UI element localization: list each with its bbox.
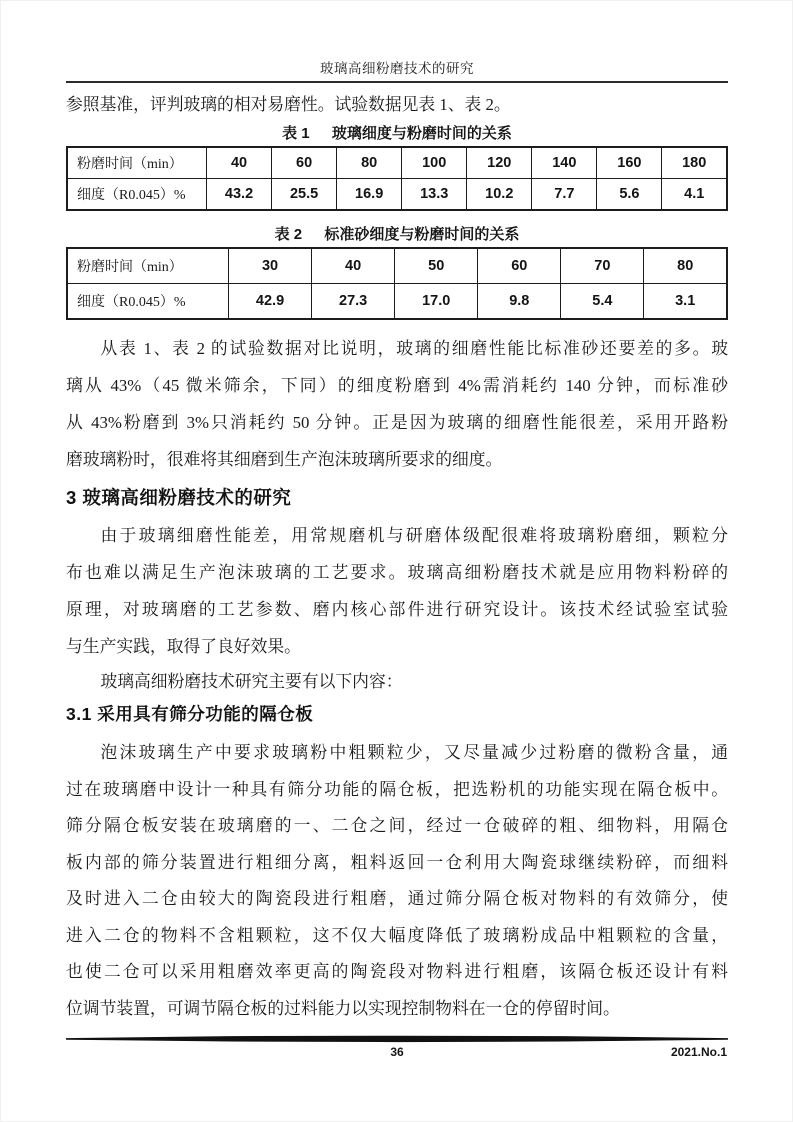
value-cell: 4.1 bbox=[662, 179, 727, 211]
paragraph-comparison bbox=[66, 330, 728, 478]
value-cell: 42.9 bbox=[229, 284, 312, 320]
row-label-cell: 细度（R0.045）% bbox=[67, 284, 229, 320]
section-heading-3: 3 玻璃高细粉磨技术的研究 bbox=[66, 487, 292, 508]
paragraph-line: 参照基准，评判玻璃的相对易磨性。试验数据见表 1、表 2。 bbox=[66, 95, 511, 114]
value-cell: 100 bbox=[402, 147, 467, 179]
paragraph-line: 磨玻璃粉时，很难将其细磨到生产泡沫玻璃所要求的细度。 bbox=[66, 450, 503, 469]
footer-rule bbox=[66, 1035, 728, 1043]
value-cell: 80 bbox=[337, 147, 402, 179]
value-cell: 43.2 bbox=[207, 179, 272, 211]
value-cell: 9.8 bbox=[478, 284, 561, 320]
table-2-caption-label: 表 2 bbox=[274, 226, 303, 243]
row-label-cell: 细度（R0.045）% bbox=[67, 179, 207, 211]
paragraph-line: 泡沫玻璃生产中要求玻璃粉中粗颗粒少，又尽量减少过粉磨的微粉含量，通 bbox=[100, 743, 728, 762]
value-cell: 60 bbox=[272, 147, 337, 179]
table-row bbox=[67, 147, 727, 179]
table-1-body bbox=[67, 147, 727, 210]
paragraph-partition-board bbox=[66, 735, 728, 1027]
page-number: 36 bbox=[390, 1045, 404, 1059]
page-footer bbox=[66, 1035, 728, 1060]
row-label-cell: 粉磨时间（min） bbox=[67, 248, 229, 284]
paragraph-line: 位调节装置，可调节隔仓板的过料能力以实现控制物料在一仓的停留时间。 bbox=[66, 998, 620, 1018]
value-cell: 17.0 bbox=[395, 284, 478, 320]
value-cell: 180 bbox=[662, 147, 727, 179]
paragraph-line: 也使二仓可以采用粗磨效率更高的陶瓷段对物料进行粗磨，该隔仓板还设计有料 bbox=[66, 962, 728, 981]
issue-label: 2021.No.1 bbox=[670, 1045, 727, 1059]
paragraph-line: 由于玻璃细磨性能差，用常规磨机与研磨体级配很难将玻璃粉磨细，颗粒分 bbox=[100, 526, 728, 545]
table-row bbox=[67, 248, 727, 284]
paragraph-line: 从表 1、表 2 的试验数据对比说明，玻璃的细磨性能比标准砂还要差的多。玻 bbox=[100, 339, 728, 358]
table-1-caption-label: 表 1 bbox=[282, 125, 310, 142]
value-cell: 27.3 bbox=[312, 284, 395, 320]
paragraph-line: 板内部的筛分装置进行粗细分离，粗料返回一仓利用大陶瓷球继续粉碎，而细料 bbox=[66, 852, 728, 872]
table-1 bbox=[66, 146, 728, 211]
value-cell: 30 bbox=[229, 248, 312, 284]
value-cell: 7.7 bbox=[532, 179, 597, 211]
header-rule bbox=[66, 81, 728, 83]
paragraph-line: 从 43%粉磨到 3%只消耗约 50 分钟。正是因为玻璃的细磨性能很差，采用开路粉 bbox=[66, 413, 728, 432]
paragraph-intro bbox=[66, 91, 728, 119]
value-cell: 140 bbox=[532, 147, 597, 179]
paragraph-line: 布也难以满足生产泡沫玻璃的工艺要求。玻璃高细粉磨技术就是应用物料粉碎的 bbox=[66, 563, 728, 582]
paragraph-contents-intro bbox=[66, 665, 728, 699]
table-2-caption-text: 标准砂细度与粉磨时间的关系 bbox=[324, 226, 520, 243]
paragraph-overview bbox=[66, 517, 728, 665]
value-cell: 50 bbox=[395, 248, 478, 284]
paragraph-line: 原理，对玻璃磨的工艺参数、磨内核心部件进行研究设计。该技术经试验室试验 bbox=[66, 600, 728, 619]
paragraph-line: 玻璃高细粉磨技术研究主要有以下内容： bbox=[100, 672, 403, 691]
value-cell: 40 bbox=[207, 147, 272, 179]
table-row bbox=[67, 284, 727, 320]
paragraph-line: 进入二仓的物料不含粗颗粒，这不仅大幅度降低了玻璃粉成品中粗颗粒的含量， bbox=[66, 925, 728, 945]
table-1-caption-text: 玻璃细度与粉磨时间的关系 bbox=[331, 125, 512, 142]
value-cell: 25.5 bbox=[272, 179, 337, 211]
value-cell: 16.9 bbox=[337, 179, 402, 211]
table-1-caption bbox=[66, 124, 728, 143]
value-cell: 5.6 bbox=[597, 179, 662, 211]
table-row bbox=[67, 179, 727, 211]
value-cell: 60 bbox=[478, 248, 561, 284]
value-cell: 40 bbox=[312, 248, 395, 284]
running-head-title: 玻璃高细粉磨技术的研究 bbox=[320, 61, 474, 76]
section-heading-3-1: 3.1 采用具有筛分功能的隔仓板 bbox=[66, 704, 314, 724]
paragraph-line: 筛分隔仓板安装在玻璃磨的一、二仓之间，经过一仓破碎的粗、细物料，用隔仓 bbox=[66, 816, 728, 835]
value-cell: 160 bbox=[597, 147, 662, 179]
table-2 bbox=[66, 247, 728, 320]
table-2-caption bbox=[66, 225, 728, 244]
table-2-body bbox=[67, 248, 727, 319]
value-cell: 80 bbox=[644, 248, 727, 284]
footer-meta bbox=[66, 1044, 728, 1060]
content-column bbox=[66, 0, 728, 1027]
value-cell: 5.4 bbox=[561, 284, 644, 320]
paragraph-line: 过在玻璃磨中设计一种具有筛分功能的隔仓板，把选粉机的功能实现在隔仓板中。 bbox=[66, 779, 728, 799]
paragraph-line: 璃从 43%（45 微米筛余，下同）的细度粉磨到 4%需消耗约 140 分钟，而标准砂 bbox=[66, 376, 728, 395]
value-cell: 120 bbox=[467, 147, 532, 179]
row-label-cell: 粉磨时间（min） bbox=[67, 147, 207, 179]
paragraph-line: 及时进入二仓由较大的陶瓷段进行粗磨，通过筛分隔仓板对物料的有效筛分，使 bbox=[66, 889, 728, 908]
value-cell: 10.2 bbox=[467, 179, 532, 211]
value-cell: 3.1 bbox=[644, 284, 727, 320]
value-cell: 70 bbox=[561, 248, 644, 284]
paragraph-line: 与生产实践，取得了良好效果。 bbox=[66, 637, 301, 656]
value-cell: 13.3 bbox=[402, 179, 467, 211]
